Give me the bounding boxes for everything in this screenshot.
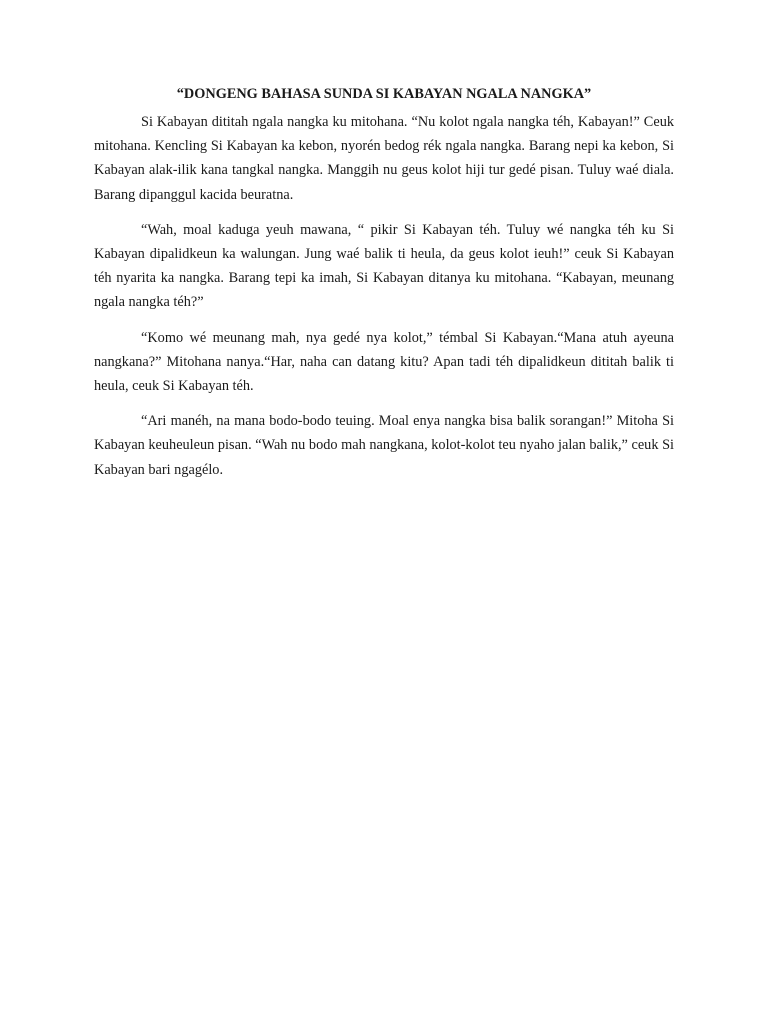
paragraph-4: “Ari manéh, na mana bodo-bodo teuing. Moal enya nangka bisa balik sorangan!” Mitoha Si Kabayan keuheuleun pisan. “Wah nu bodo mah nangkana, kolot-kolot teu nyaho jalan balik,” ceuk Si Kabayan bari ngagélo. — [94, 413, 674, 478]
document-body — [94, 84, 674, 493]
paragraph-1: Si Kabayan dititah ngala nangka ku mitohana. “Nu kolot ngala nangka téh, Kabayan!” Ceuk mitohana. Kencling Si Kabayan ka kebon, nyorén bedog rék ngala nangka. Barang nepi ka kebon, Si Kabayan alak-ilik kana tangkal nangka. Manggih nu geus kolot hiji tur gedé pisan. Tuluy waé diala. Barang dipanggul kacida beuratna. — [94, 114, 674, 203]
paragraph-3: “Komo wé meunang mah, nya gedé nya kolot,” témbal Si Kabayan.“Mana atuh ayeuna nangkana?” Mitohana nanya.“Har, naha can datang kitu? Apan tadi téh dipalidkeun dititah balik ti heula, ceuk Si Kabayan téh. — [94, 329, 674, 395]
document-title: “DONGENG BAHASA SUNDA SI KABAYAN NGALA NANGKA” — [176, 86, 592, 102]
paragraph-2: “Wah, moal kaduga yeuh mawana, “ pikir Si Kabayan téh. Tuluy wé nangka téh ku Si Kabayan dipalidkeun ka walungan. Jung waé balik ti heula, da geus kolot ieuh!” ceuk Si Kabayan téh nyarita ka nangka. Barang tepi ka imah, Si Kabayan ditanya ku mitohana. “Kabayan, meunang ngala nangka téh?” — [94, 221, 674, 311]
